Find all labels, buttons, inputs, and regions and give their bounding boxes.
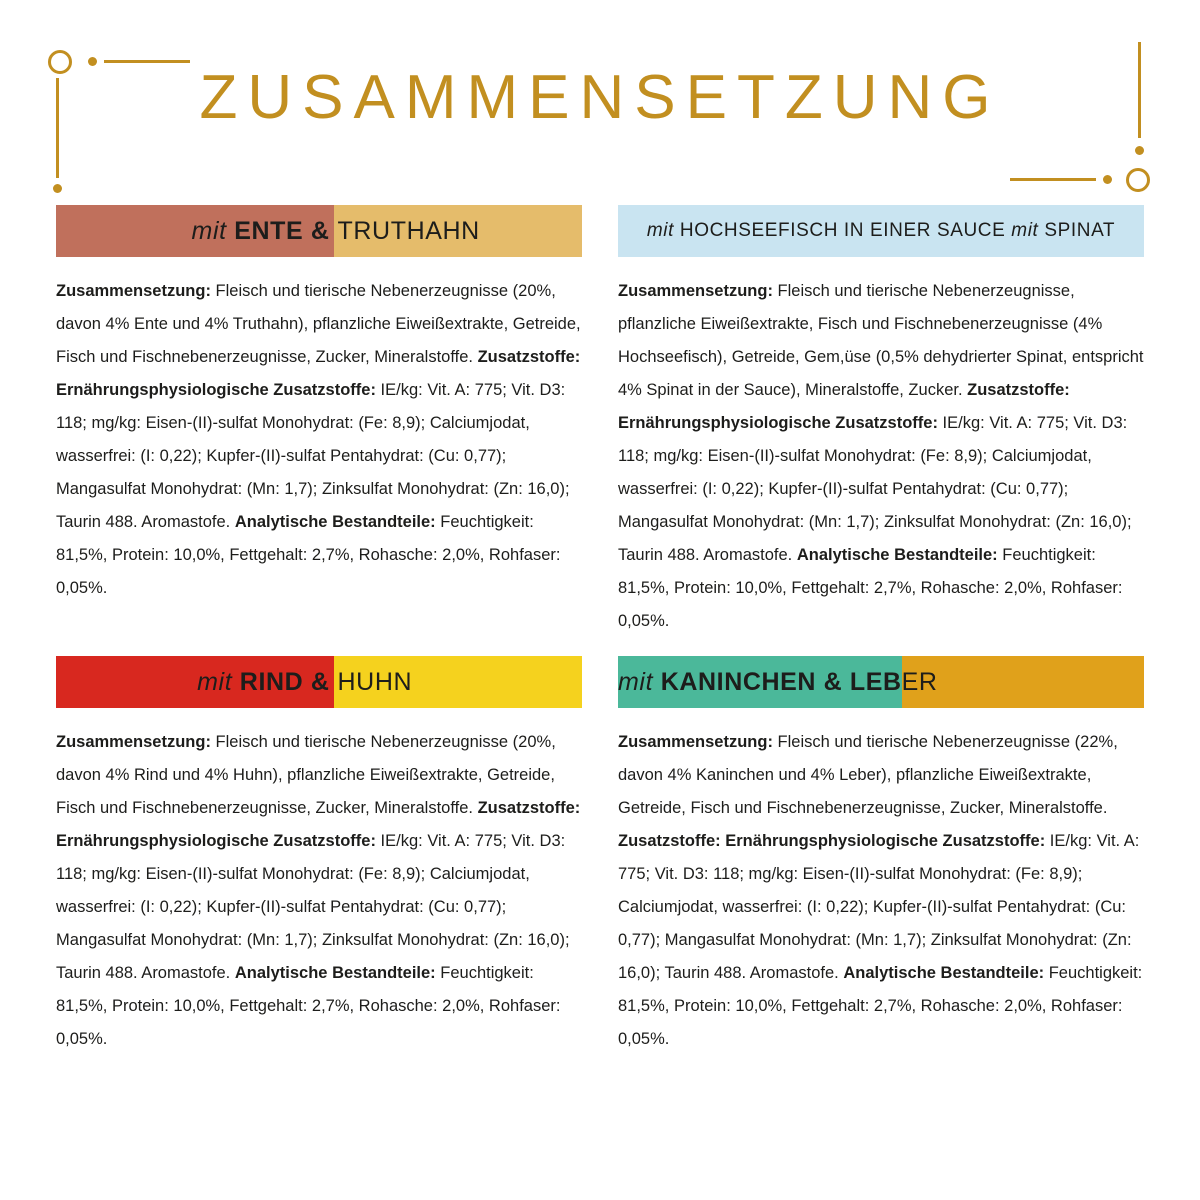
banner-emphasis: HOCHSEEFISCH IN EINER SAUCE <box>679 220 1006 241</box>
banner-prefix: mit <box>618 667 654 696</box>
label-ernaehrung: Ernährungsphysiologische Zusatzstoffe: <box>720 832 1046 850</box>
product-description <box>618 726 1144 1056</box>
banner-right-segment <box>902 656 1144 708</box>
text-zusammensetzung: Fleisch und tierische Nebenerzeugnisse (22%, davon 4% Kaninchen und 4% Leber), pflanzliche Eiweißextrakte, Getreide, Fisch und Fischnebenerzeugnisse, Zucker, Mineralstoffe. <box>618 733 1118 817</box>
label-analytisch: Analytische Bestandteile: <box>234 964 436 982</box>
banner-title-left <box>197 668 329 697</box>
product-grid <box>0 205 1200 1056</box>
label-zusammensetzung: Zusammensetzung: <box>56 733 211 751</box>
text-analytisch: Feuchtigkeit: 81,5%, Protein: 10,0%, Fettgehalt: 2,7%, Rohasche: 2,0%, Rohfaser: 0,05%. <box>618 546 1123 630</box>
banner-left-segment <box>618 656 902 708</box>
text-ernaehrung: IE/kg: Vit. A: 775; Vit. D3: 118; mg/kg: Eisen-(II)-sulfat Monohydrat: (Fe: 8,9); Calciumjodat, wasserfrei: (I: 0,22); Kupfer-(II)-sulfat Pentahydrat: (Cu: 0,77); Mangasulfat Monohydrat: (Mn: 1,7); Zinksulfat Monohydrat: (Zn: 16,0); Taurin 488. Aromastofe. <box>618 414 1132 564</box>
product-description <box>618 275 1144 638</box>
label-zusatzstoffe: Zusatzstoffe: <box>477 348 581 366</box>
product-card-hochseefisch-spinat <box>618 205 1144 638</box>
text-analytisch: Feuchtigkeit: 81,5%, Protein: 10,0%, Fettgehalt: 2,7%, Rohasche: 2,0%, Rohfaser: 0,05%. <box>56 513 561 597</box>
text-ernaehrung: IE/kg: Vit. A: 775; Vit. D3: 118; mg/kg: Eisen-(II)-sulfat Monohydrat: (Fe: 8,9); Calciumjodat, wasserfrei: (I: 0,22); Kupfer-(II)-sulfat Pentahydrat: (Cu: 0,77); Mangasulfat Monohydrat: (Mn: 1,7); Zinksulfat Monohydrat: (Zn: 16,0); Taurin 488. Aromastofe. <box>56 381 570 531</box>
banner-prefix: mit <box>646 220 674 241</box>
label-zusatzstoffe: Zusatzstoffe: <box>967 381 1070 399</box>
text-analytisch: Feuchtigkeit: 81,5%, Protein: 10,0%, Fettgehalt: 2,7%, Rohasche: 2,0%, Rohfaser: 0,05%. <box>618 964 1143 1048</box>
banner-title-right: ER <box>901 667 938 696</box>
text-zusammensetzung: Fleisch und tierische Nebenerzeugnisse, pflanzliche Eiweißextrakte, Fisch und Fischnebenerzeugnisse (4% Hochseefisch), Getreide, Gem,üse (0,5% dehydrierter Spinat, entspricht 4% Spinat in der Sauce), Mineralstoffe, Zucker. <box>618 282 1144 399</box>
text-analytisch: Feuchtigkeit: 81,5%, Protein: 10,0%, Fettgehalt: 2,7%, Rohasche: 2,0%, Rohfaser: 0,05%. <box>56 964 561 1048</box>
product-card-ente-truthahn <box>56 205 582 638</box>
product-banner <box>56 656 582 708</box>
label-zusammensetzung: Zusammensetzung: <box>618 733 773 751</box>
text-zusammensetzung: Fleisch und tierische Nebenerzeugnisse (20%, davon 4% Rind und 4% Huhn), pflanzliche Eiweißextrakte, Getreide, Fisch und Fischnebenerzeugnisse, Zucker, Mineralstoffe. <box>56 733 556 817</box>
banner-emphasis: ENTE & <box>234 216 330 245</box>
banner-title-right: SPINAT <box>1044 220 1116 241</box>
label-zusatzstoffe: Zusatzstoffe: <box>618 832 721 850</box>
circle-outline-icon <box>1126 168 1150 192</box>
text-ernaehrung: IE/kg: Vit. A: 775; Vit. D3: 118; mg/kg: Eisen-(II)-sulfat Monohydrat: (Fe: 8,9); Calciumjodat, wasserfrei: (I: 0,22); Kupfer-(II)-sulfat Pentahydrat: (Cu: 0,77); Mangasulfat Monohydrat: (Mn: 1,7); Zinksulfat Monohydrat: (Zn: 16,0); Taurin 488. Aromastofe. <box>618 832 1140 982</box>
banner-left-segment <box>56 205 334 257</box>
label-zusammensetzung: Zusammensetzung: <box>56 282 211 300</box>
dot-icon <box>1103 175 1112 184</box>
banner-prefix: mit <box>191 216 227 245</box>
label-analytisch: Analytische Bestandteile: <box>234 513 436 531</box>
banner-title-right: HUHN <box>337 667 413 696</box>
banner-emphasis: KANINCHEN & LEB <box>660 667 902 696</box>
banner-title-left <box>192 217 330 246</box>
product-description <box>56 275 582 605</box>
label-analytisch: Analytische Bestandteile: <box>796 546 998 564</box>
product-banner <box>618 205 1144 257</box>
banner-title-left <box>618 668 902 697</box>
dot-icon <box>1135 146 1144 155</box>
label-ernaehrung: Ernährungsphysiologische Zusatzstoffe: <box>56 832 376 850</box>
text-zusammensetzung: Fleisch und tierische Nebenerzeugnisse (20%, davon 4% Ente und 4% Truthahn), pflanzliche Eiweißextrakte, Getreide, Fisch und Fischnebenerzeugnisse, Zucker, Mineralstoffe. <box>56 282 581 366</box>
product-card-kaninchen-leber <box>618 656 1144 1056</box>
banner-left-segment <box>618 205 1144 257</box>
banner-prefix-second: mit <box>1011 220 1039 241</box>
banner-right-segment <box>334 656 582 708</box>
product-banner <box>618 656 1144 708</box>
banner-right-segment <box>334 205 582 257</box>
banner-prefix: mit <box>197 667 233 696</box>
page-header <box>0 0 1200 200</box>
label-analytisch: Analytische Bestandteile: <box>843 964 1045 982</box>
banner-left-segment <box>56 656 334 708</box>
text-ernaehrung: IE/kg: Vit. A: 775; Vit. D3: 118; mg/kg: Eisen-(II)-sulfat Monohydrat: (Fe: 8,9); Calciumjodat, wasserfrei: (I: 0,22); Kupfer-(II)-sulfat Pentahydrat: (Cu: 0,77); Mangasulfat Monohydrat: (Mn: 1,7); Zinksulfat Monohydrat: (Zn: 16,0); Taurin 488. Aromastofe. <box>56 832 570 982</box>
label-zusammensetzung: Zusammensetzung: <box>618 282 773 300</box>
label-ernaehrung: Ernährungsphysiologische Zusatzstoffe: <box>56 381 376 399</box>
label-ernaehrung: Ernährungsphysiologische Zusatzstoffe: <box>618 414 938 432</box>
banner-title-right: TRUTHAHN <box>337 216 480 245</box>
dot-icon <box>53 184 62 193</box>
product-banner <box>56 205 582 257</box>
banner-emphasis: RIND & <box>239 667 330 696</box>
horizontal-rule-icon <box>1010 178 1096 181</box>
label-zusatzstoffe: Zusatzstoffe: <box>477 799 581 817</box>
product-description <box>56 726 582 1056</box>
product-card-rind-huhn <box>56 656 582 1056</box>
banner-title-left <box>647 220 1115 242</box>
page-title: ZUSAMMENSETZUNG <box>199 63 1001 132</box>
